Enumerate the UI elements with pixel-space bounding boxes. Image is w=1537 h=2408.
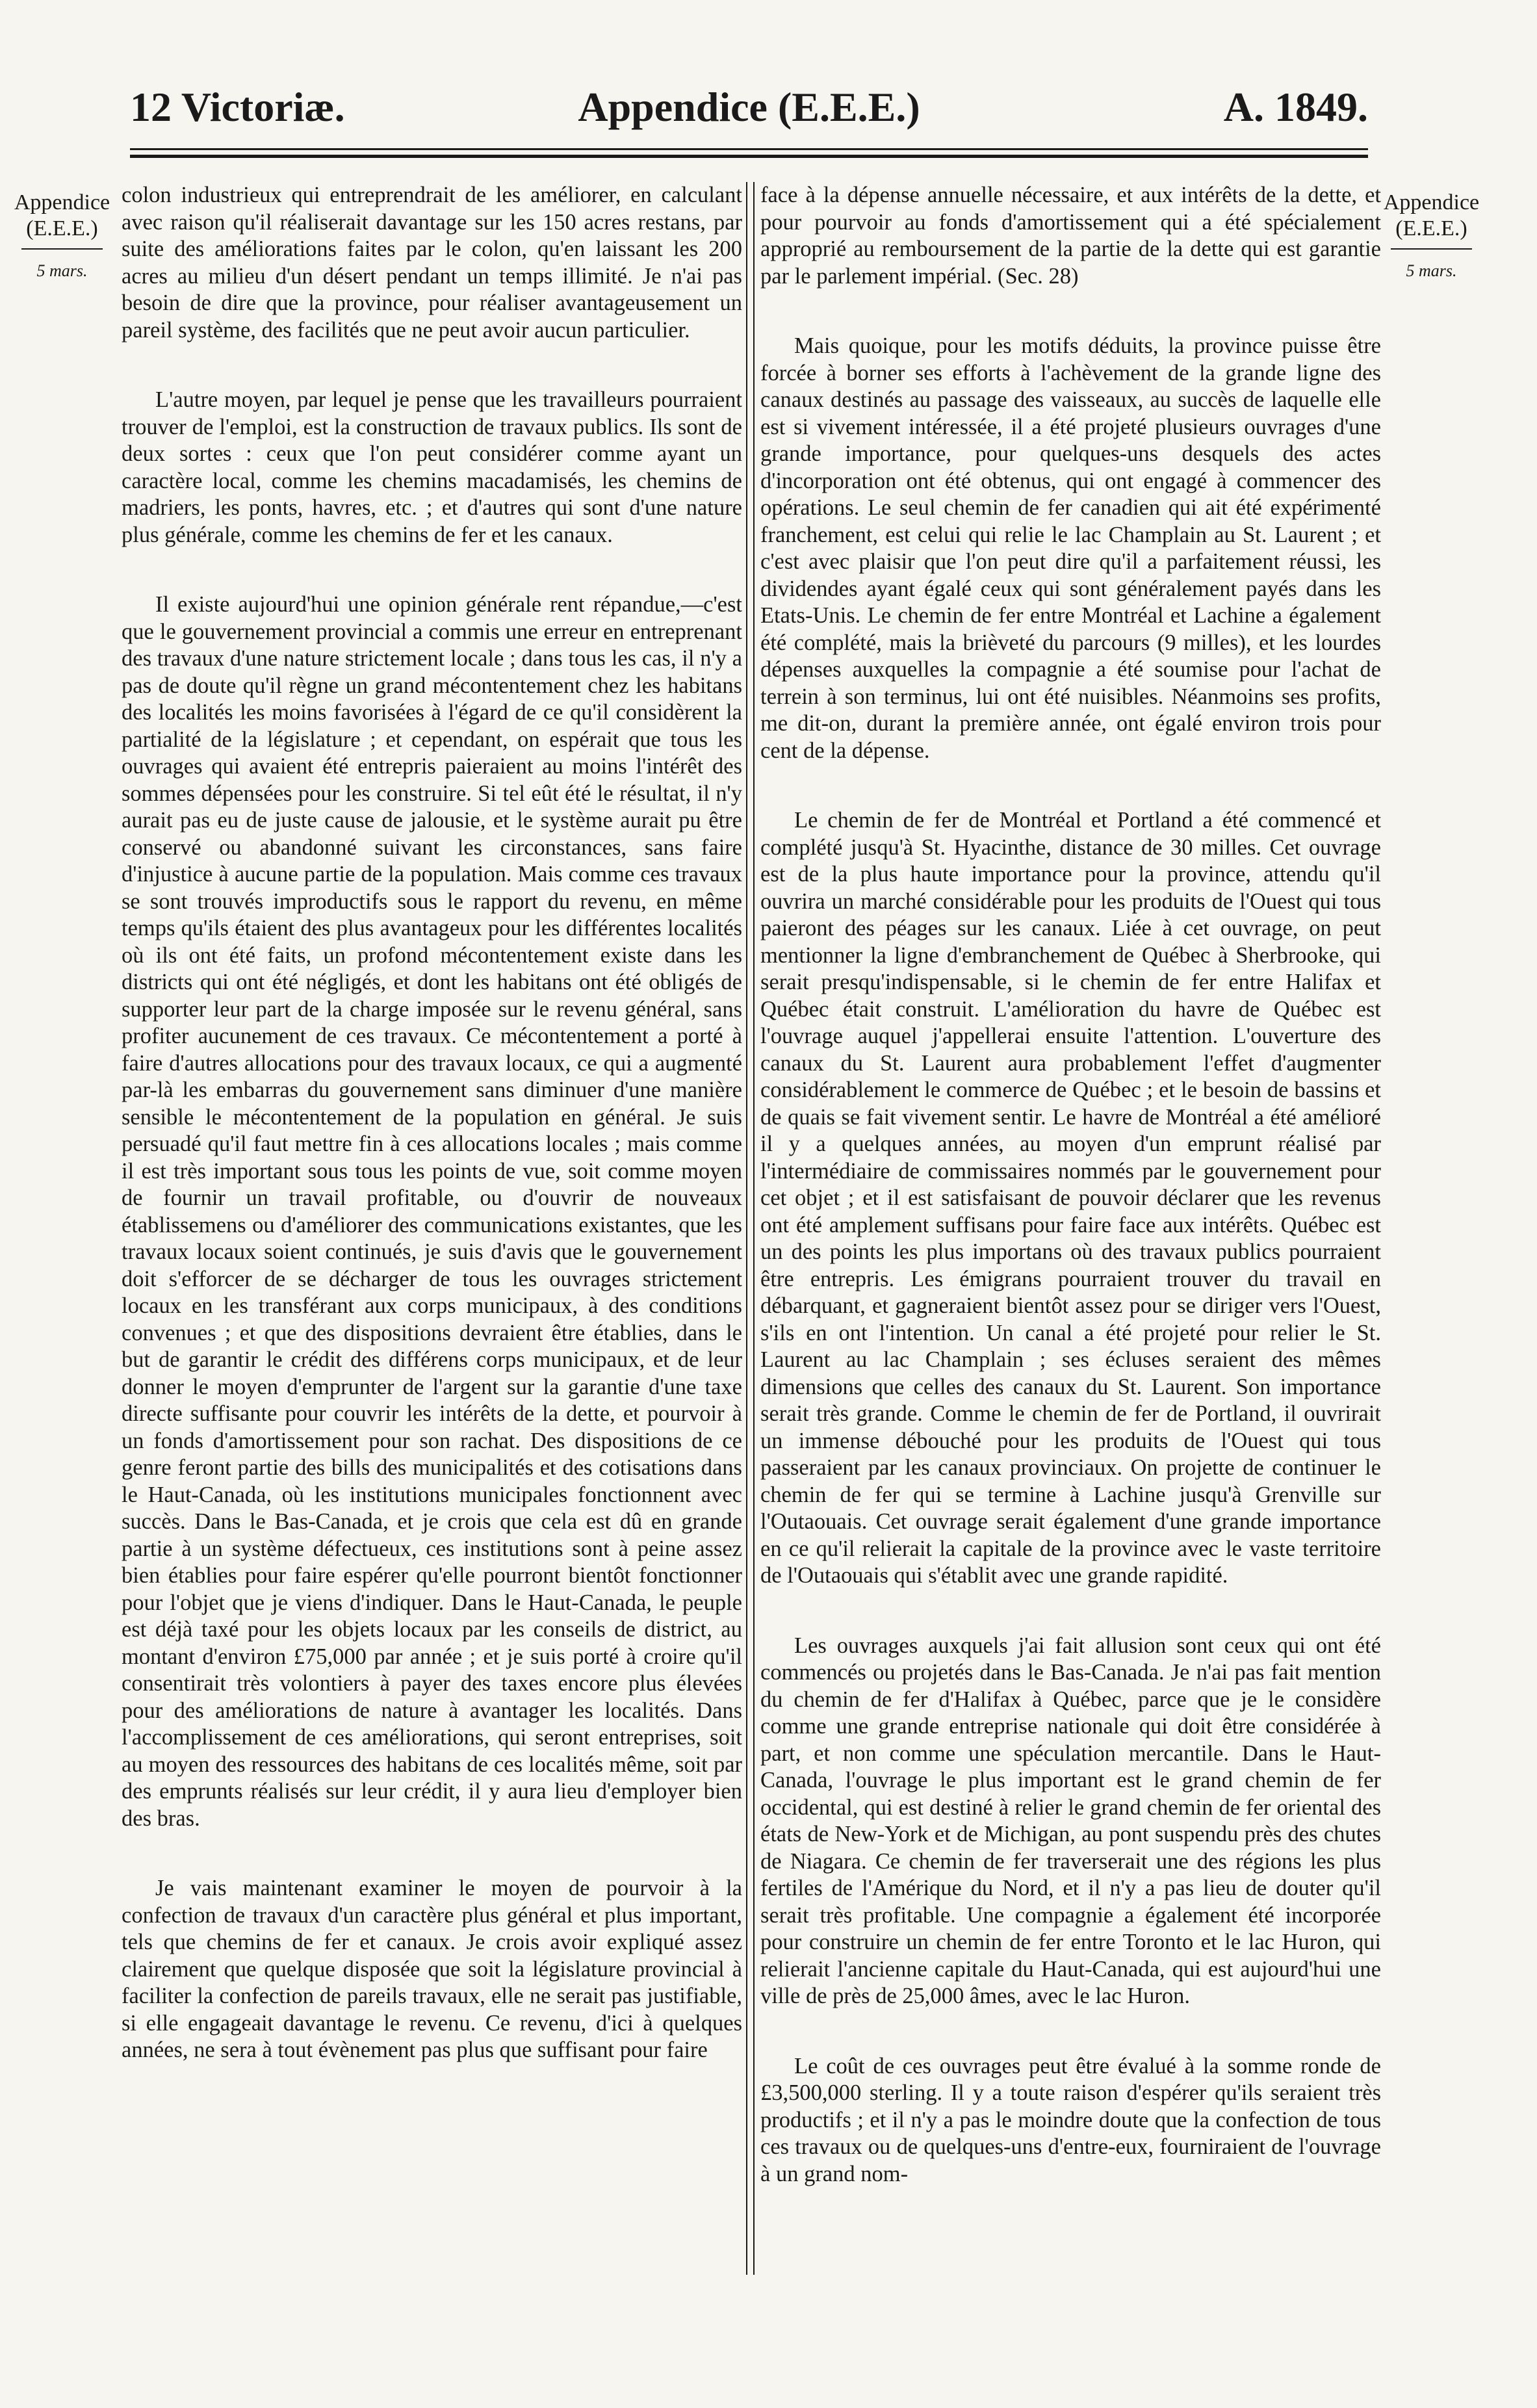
- header-year: A. 1849.: [1223, 84, 1368, 130]
- left-column: [122, 182, 742, 2064]
- header-session: 12 Victoriæ.: [130, 84, 345, 130]
- margin-note-code: (E.E.E.): [1395, 216, 1467, 240]
- margin-note-label: Appendice: [14, 190, 110, 214]
- margin-note-date: 5 mars.: [1406, 261, 1457, 280]
- right-column: [760, 182, 1381, 2188]
- margin-note-divider: [1375, 242, 1488, 256]
- margin-note-right: [1375, 190, 1488, 282]
- header-title: Appendice (E.E.E.): [578, 84, 920, 130]
- paragraph: colon industrieux qui entreprendrait de les améliorer, en calculant avec raison qu'il réaliserait davantage sur les 150 acres restans, par suite des améliorations faites par le colon, qu'en laissant les 200 acres au milieu d'un désert pendant un temps illimité. Je n'ai pas besoin de dire que la province, pour réaliser avantageusement un pareil système, des facilités que ne peut avoir aucun particulier.: [122, 183, 742, 343]
- paragraph: Mais quoique, pour les motifs déduits, la province puisse être forcée à borner ses efforts à l'achèvement de la grande ligne des canaux destinés au passage des vaisseaux, au succès de laquelle elle est si vivement intéressée, il a été projeté plusieurs ouvrages d'une grande importance, pour quelques-uns desquels des actes d'incorporation ont été obtenus, qui ont engagé à commencer des opérations. Le seul chemin de fer canadien qui ait été expérimenté franchement, est celui qui relie le lac Champlain au St. Laurent ; et c'est avec plaisir que l'on peut dire qu'il a parfaitement réussi, les dividendes ayant égalé ceux qui sont généralement payés dans les Etats-Unis. Le chemin de fer entre Montréal et Lachine a également été complété, mais la brièveté du parcours (9 milles), et les lourdes dépenses auxquelles la compagnie a été soumise pour l'achat de terrein à son terminus, lui ont été nuisibles. Néanmoins ses profits, me dit-on, durant la première année, ont égalé environ trois pour cent de la dépense.: [760, 333, 1381, 763]
- header-rule-top: [130, 148, 1368, 150]
- paragraph: L'autre moyen, par lequel je pense que les travailleurs pourraient trouver de l'emploi, est la construction de travaux publics. Ils sont de deux sortes : ceux que l'on peut considérer comme ayant un caractère local, comme les chemins macadamisés, les chemins de madriers, les ponts, havres, etc. ; et d'autres qui sont d'une nature plus générale, comme les chemins de fer et les canaux.: [122, 387, 742, 547]
- paragraph: Le coût de ces ouvrages peut être évalué à la somme ronde de £3,500,000 sterling. Il y a toute raison d'espérer qu'ils seraient très productifs ; et il n'y a pas le moindre doute que la confection de tous ces travaux ou de quelques-uns d'entre-eux, fourniraient de l'ouvrage à un grand nom-: [760, 2053, 1381, 2186]
- paragraph: Les ouvrages auxquels j'ai fait allusion sont ceux qui ont été commencés ou projetés dans le Bas-Canada. Je n'ai pas fait mention du chemin de fer d'Halifax à Québec, parce que je le considère comme une grande entreprise nationale qui doit être considérée à part, et non comme une spéculation mercantile. Dans le Haut-Canada, l'ouvrage le plus important est le grand chemin de fer occidental, qui est destiné à relier le grand chemin de fer oriental des états de New-York et de Michigan, au pont suspendu près des chutes de Niagara. Ce chemin de fer traverserait une des régions les plus fertiles de l'Amérique du Nord, et il n'y a pas lieu de douter qu'il serait très profitable. Une compagnie a également été incorporée pour construire un chemin de fer entre Toronto et le lac Huron, qui relierait l'ancienne capitale du Haut-Canada, qui est aujourd'hui une ville de près de 25,000 âmes, avec le lac Huron.: [760, 1633, 1381, 2008]
- margin-note-label: Appendice: [1383, 190, 1480, 214]
- margin-note-left: [5, 190, 119, 282]
- margin-note-divider: [5, 242, 119, 256]
- paragraph: Le chemin de fer de Montréal et Portland a été commencé et complété jusqu'à St. Hyacinthe, distance de 30 milles. Cet ouvrage est de la plus haute importance pour la province, attendu qu'il ouvrira un marché considérable pour les produits de l'Ouest qui tous paieront des péages sur les canaux. Liée à cet ouvrage, on peut mentionner la ligne d'embranchement de Québec à Sherbrooke, qui serait presqu'indispensable, si le chemin de fer entre Halifax et Québec était construit. L'amélioration du havre de Québec est l'ouvrage auquel j'appellerai ensuite l'attention. L'ouverture des canaux du St. Laurent aura probablement l'effet d'augmenter considérablement le commerce de Québec ; et le besoin de bassins et de quais se fait vivement sentir. Le havre de Montréal a été amélioré il y a quelques années, au moyen d'un emprunt réalisé par l'intermédiaire de commissaires nommés par le gouvernement pour cet objet ; et il est satisfaisant de pouvoir déclarer que les revenus ont été amplement suffisans pour faire face aux intérêts. Québec est un des points les plus importans où des travaux publics pourraient être entrepris. Les émigrans pourraient trouver du travail en débarquant, et gagneraient bientôt assez pour se diriger vers l'Ouest, s'ils en ont l'intention. Un canal a été projeté pour relier le St. Laurent au lac Champlain ; ses écluses seraient des mêmes dimensions que celles des canaux du St. Laurent. Son importance serait très grande. Comme le chemin de fer de Portland, il ouvrirait un immense débouché pour les produits de l'Ouest qui tous passeraient par les canaux provinciaux. On projette de continuer le chemin de fer qui se termine à Lachine jusqu'à Grenville sur l'Outaouais. Cet ouvrage serait également d'une grande importance en ce qu'il relierait la capitale de la province avec le vaste territoire de l'Outaouais qui s'établit avec une grande rapidité.: [760, 808, 1381, 1588]
- paragraph: Il existe aujourd'hui une opinion générale rent répandue,—c'est que le gouvernement provincial a commis une erreur en entreprenant des travaux d'une nature strictement locale ; dans tous les cas, il n'y a pas de doute qu'il règne un grand mécontentement chez les habitans des localités les moins favorisées à l'égard de ce qu'il considèrent la partialité de la législature ; et cependant, on espérait que tous les ouvrages qui avaient été entrepris paieraient au moins l'intérêt des sommes dépensées pour les construire. Si tel eût été le résultat, il n'y aurait pas eu de juste cause de jalousie, et le système aurait pu être conservé ou abandonné suivant les circonstances, sans faire d'injustice à aucune partie de la population. Mais comme ces travaux se sont trouvés improductifs sous le rapport du revenu, en même temps qu'ils étaient des plus avantageux pour les différentes localités où ils ont été faits, un profond mécontentement existe dans les districts qui ont été négligés, et dont les habitans ont été obligés de supporter leur part de la charge imposée sur le revenu général, sans profiter aucunement de ces travaux. Ce mécontentement a porté à faire d'autres allocations pour des travaux locaux, ce qui a augmenté par-là les embarras du gouvernement sans diminuer d'une manière sensible le mécontentement de la population en général. Je suis persuadé qu'il faut mettre fin à ces allocations locales ; mais comme il est très important sous tous les points de vue, soit comme moyen de fournir un travail profitable, ou d'ouvrir de nouveaux établissemens ou d'améliorer des communications existantes, que les travaux locaux soient continués, je suis d'avis que le gouvernement doit s'efforcer de se décharger de tous les ouvrages strictement locaux en les transférant aux corps municipaux, à des conditions convenues ; et que des dispositions devraient être établies, dans le but de garantir le crédit des différens corps municipaux, et de leur donner le moyen d'emprunter de l'argent sur la garantie d'une taxe directe suffisante pour couvrir les intérêts de la dette, et pourvoir à un fonds d'amortissement pour son rachat. Des dispositions de ce genre feront partie des bills des municipalités et des cotisations dans le Haut-Canada, où les institutions municipales fonctionnent avec succès. Dans le Bas-Canada, et je crois que cela est dû en grande partie à un système défectueux, ces institutions sont à peine assez bien établies pour faire espérer qu'elle pourront bientôt fonctionner pour l'objet que je viens d'indiquer. Dans le Haut-Canada, le peuple est déjà taxé pour les objets locaux par les conseils de district, au montant d'environ £75,000 par année ; et je suis porté à croire qu'il consentirait très volontiers à payer des taxes encore plus élevées pour des améliorations de nature à avantager les localités. Dans l'accomplissement de ces améliorations, qui seront entreprises, soit au moyen des ressources des habitans de ces localités même, soit par des emprunts réalisés sur leur crédit, il y aura lieu d'employer bien des bras.: [122, 592, 742, 1831]
- column-divider: [746, 182, 755, 2275]
- paragraph: Je vais maintenant examiner le moyen de pourvoir à la confection de travaux d'un caractère plus général et plus important, tels que chemins de fer et canaux. Je crois avoir expliqué assez clairement que quelque disposée que soit la législature provincial à faciliter la confection de pareils travaux, elle ne serait pas justifiable, si elle engageait davantage le revenu. Ce revenu, d'ici à quelques années, ne sera à tout évènement pas plus que suffisant pour faire: [122, 1876, 742, 2062]
- margin-note-code: (E.E.E.): [26, 216, 98, 240]
- margin-note-date: 5 mars.: [36, 261, 88, 280]
- page-header: [130, 78, 1368, 136]
- paragraph: face à la dépense annuelle nécessaire, et aux intérêts de la dette, et pour pourvoir au fonds d'amortissement qui a été spécialement approprié au remboursement de la partie de la dette qui est garantie par le parlement impérial. (Sec. 28): [760, 183, 1381, 289]
- header-rule-bottom: [130, 155, 1368, 158]
